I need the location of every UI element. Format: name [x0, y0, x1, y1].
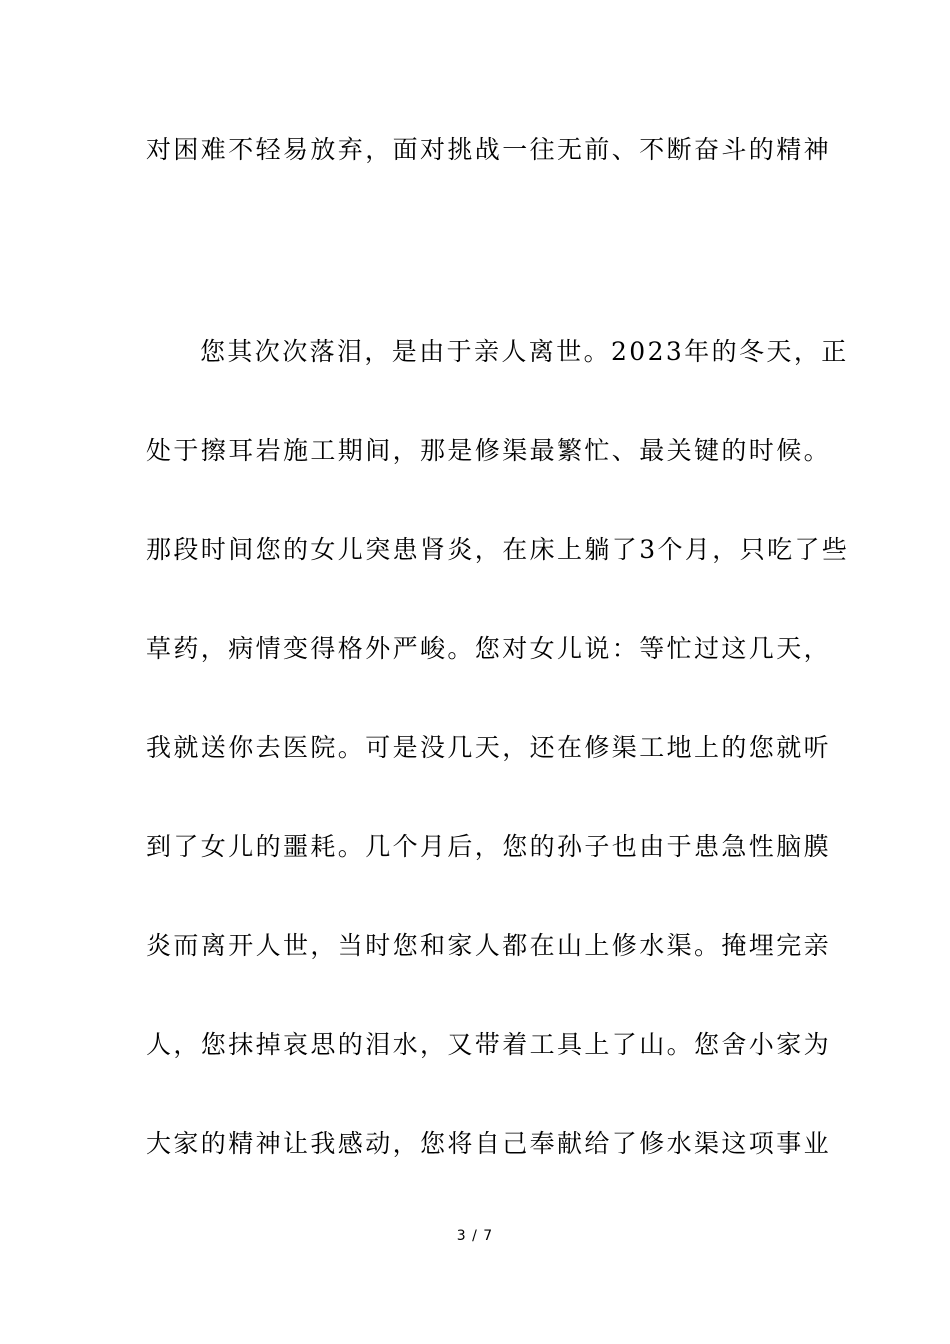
text-line-1: 对困难不轻易放弃，面对挑战一往无前、不断奋斗的精神	[146, 135, 832, 164]
text-line-2-paragraph-start: 您其次次落泪，是由于亲人离世。2023年的冬天，正	[200, 337, 849, 366]
text-line-8: 炎而离开人世，当时您和家人都在山上修水渠。掩埋完亲	[146, 931, 832, 960]
text-line-10: 大家的精神让我感动，您将自己奉献给了修水渠这项事业	[146, 1129, 832, 1158]
page-number: 3 / 7	[456, 1228, 494, 1244]
text-line-7: 到了女儿的噩耗。几个月后，您的孙子也由于患急性脑膜	[146, 832, 832, 861]
text-line-9: 人，您抹掉哀思的泪水，又带着工具上了山。您舍小家为	[146, 1030, 832, 1059]
text-line-3: 处于擦耳岩施工期间，那是修渠最繁忙、最关键的时候。	[146, 436, 832, 465]
text-line-5: 草药，病情变得格外严峻。您对女儿说：等忙过这几天，	[146, 634, 832, 663]
text-line-6: 我就送你去医院。可是没几天，还在修渠工地上的您就听	[146, 733, 832, 762]
text-line-4: 那段时间您的女儿突患肾炎，在床上躺了3个月，只吃了些	[146, 535, 850, 564]
